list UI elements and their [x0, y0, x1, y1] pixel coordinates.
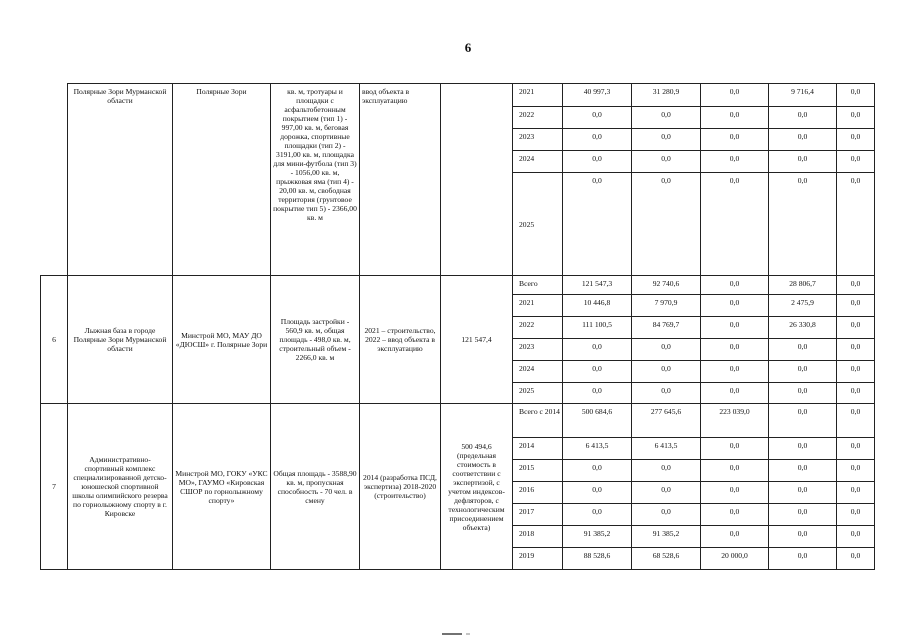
executor-cell: Минстрой МО, ГОКУ «УКС МО», ГАУМО «Кировская СШОР по горнолыжному спорту»: [173, 404, 271, 570]
object-name-cell: Полярные Зори Мурманской области: [68, 84, 173, 276]
value-cell-v4: 0,0: [837, 504, 875, 526]
value-cell-total: 0,0: [563, 460, 632, 482]
value-cell-v4: 0,0: [837, 383, 875, 404]
characteristics-cell: кв. м, тротуары и площадки с асфальтобетонным покрытием (тип 1) - 997,00 кв. м, беговая дорожка, спортивные площадки (тип 2) - 3191,00 кв. м, площадка для мини-футбола (тип 3) - 1056,00 кв. м, прыжковая яма (тип 4) - 20,00 кв. м, свободная территория (грунтовое покрытие тип 5) - 2366,00 кв. м: [271, 84, 360, 276]
year-cell: 2015: [513, 460, 563, 482]
value-cell-v4: 0,0: [837, 339, 875, 361]
value-cell-v3: 0,0: [769, 361, 837, 383]
terms-cell: 2021 – строительство, 2022 – ввод объекта в эксплуатацию: [360, 276, 441, 404]
value-cell-v4: 0,0: [837, 129, 875, 151]
value-cell-v1: 84 769,7: [632, 317, 701, 339]
value-cell-v1: 31 280,9: [632, 84, 701, 107]
value-cell-v1: 91 385,2: [632, 526, 701, 548]
table-row: [41, 404, 875, 438]
value-cell-v3: 0,0: [769, 460, 837, 482]
year-cell: 2023: [513, 339, 563, 361]
value-cell-v4: 0,0: [837, 548, 875, 570]
value-cell-v1: 0,0: [632, 460, 701, 482]
year-cell: 2018: [513, 526, 563, 548]
year-cell: 2017: [513, 504, 563, 526]
value-cell-v4: 0,0: [837, 295, 875, 317]
value-cell-v1: 0,0: [632, 383, 701, 404]
year-cell: 2021: [513, 295, 563, 317]
row-number-cell: [41, 84, 68, 276]
value-cell-v3: 0,0: [769, 383, 837, 404]
value-cell-v3: 0,0: [769, 339, 837, 361]
value-cell-v2: 0,0: [701, 482, 769, 504]
value-cell-v4: 0,0: [837, 276, 875, 295]
value-cell-v2: 0,0: [701, 107, 769, 129]
value-cell-total: 10 446,8: [563, 295, 632, 317]
value-cell-total: 0,0: [563, 129, 632, 151]
year-cell: 2024: [513, 361, 563, 383]
value-cell-v4: 0,0: [837, 482, 875, 504]
value-cell-total: 0,0: [563, 339, 632, 361]
value-cell-v1: 0,0: [632, 107, 701, 129]
value-cell-v3: 0,0: [769, 129, 837, 151]
value-cell-v2: 0,0: [701, 295, 769, 317]
value-cell-v2: 0,0: [701, 317, 769, 339]
value-cell-v1: 0,0: [632, 129, 701, 151]
value-cell-total: 121 547,3: [563, 276, 632, 295]
value-cell-v4: 0,0: [837, 84, 875, 107]
value-cell-v2: 0,0: [701, 129, 769, 151]
year-cell: 2025: [513, 173, 563, 276]
value-cell-v1: 0,0: [632, 173, 701, 276]
page-number: 6: [464, 40, 472, 55]
value-cell-v3: 26 330,8: [769, 317, 837, 339]
year-cell: 2025: [513, 383, 563, 404]
value-cell-total: 111 100,5: [563, 317, 632, 339]
value-cell-v1: 0,0: [632, 151, 701, 173]
value-cell-total: 0,0: [563, 173, 632, 276]
year-cell: 2024: [513, 151, 563, 173]
year-cell: 2019: [513, 548, 563, 570]
cost-cell: [441, 84, 513, 276]
value-cell-v1: 92 740,6: [632, 276, 701, 295]
value-cell-v1: 6 413,5: [632, 438, 701, 460]
value-cell-total: 0,0: [563, 361, 632, 383]
value-cell-total: 91 385,2: [563, 526, 632, 548]
value-cell-v3: 2 475,9: [769, 295, 837, 317]
value-cell-v3: 0,0: [769, 504, 837, 526]
value-cell-v4: 0,0: [837, 460, 875, 482]
value-cell-v2: 0,0: [701, 504, 769, 526]
value-cell-v3: 0,0: [769, 438, 837, 460]
value-cell-v3: 9 716,4: [769, 84, 837, 107]
value-cell-v3: 0,0: [769, 548, 837, 570]
terms-cell: 2014 (разработка ПСД, экспертиза) 2018-2020 (строительство): [360, 404, 441, 570]
value-cell-v1: 0,0: [632, 361, 701, 383]
year-cell: 2022: [513, 317, 563, 339]
value-cell-v4: 0,0: [837, 438, 875, 460]
value-cell-v3: 0,0: [769, 173, 837, 276]
terms-cell: ввод объекта в эксплуатацию: [360, 84, 441, 276]
cost-cell: 500 494,6 (предельная стоимость в соответствии с экспертизой, с учетом индексов-дефляторов, с технологическим присоединением объекта): [441, 404, 513, 570]
year-cell: 2014: [513, 438, 563, 460]
year-cell: 2023: [513, 129, 563, 151]
value-cell-total: 500 684,6: [563, 404, 632, 438]
value-cell-v3: 0,0: [769, 526, 837, 548]
value-cell-v3: 28 806,7: [769, 276, 837, 295]
object-name-cell: Административно-спортивный комплекс специализированной детско-юношеской спортивной школы олимпийского резерва по горнолыжному спорту в г. Кировске: [68, 404, 173, 570]
value-cell-total: 0,0: [563, 482, 632, 504]
value-cell-v2: 0,0: [701, 84, 769, 107]
value-cell-v4: 0,0: [837, 361, 875, 383]
value-cell-total: 40 997,3: [563, 84, 632, 107]
value-cell-v1: 0,0: [632, 339, 701, 361]
value-cell-v4: 0,0: [837, 317, 875, 339]
value-cell-total: 0,0: [563, 151, 632, 173]
value-cell-total: 0,0: [563, 107, 632, 129]
value-cell-v2: 20 000,0: [701, 548, 769, 570]
value-cell-v2: 0,0: [701, 438, 769, 460]
value-cell-total: 0,0: [563, 504, 632, 526]
value-cell-v2: 0,0: [701, 526, 769, 548]
year-cell: 2016: [513, 482, 563, 504]
program-table: [40, 83, 875, 570]
table-row: [41, 84, 875, 107]
value-cell-v2: 223 039,0: [701, 404, 769, 438]
value-cell-v2: 0,0: [701, 151, 769, 173]
characteristics-cell: Площадь застройки - 560,9 кв. м, общая площадь - 498,0 кв. м, строительный объем - 2266,0 кв. м: [271, 276, 360, 404]
year-cell: 2021: [513, 84, 563, 107]
object-name-cell: Лыжная база в городе Полярные Зори Мурманской области: [68, 276, 173, 404]
value-cell-v1: 68 528,6: [632, 548, 701, 570]
value-cell-v3: 0,0: [769, 404, 837, 438]
characteristics-cell: Общая площадь - 3588,90 кв. м, пропускная способность - 70 чел. в смену: [271, 404, 360, 570]
executor-cell: Минстрой МО, МАУ ДО «ДЮСШ» г. Полярные Зори: [173, 276, 271, 404]
value-cell-v3: 0,0: [769, 107, 837, 129]
value-cell-v4: 0,0: [837, 404, 875, 438]
value-cell-v3: 0,0: [769, 151, 837, 173]
executor-cell: Полярные Зори: [173, 84, 271, 276]
value-cell-v2: 0,0: [701, 276, 769, 295]
value-cell-v2: 0,0: [701, 339, 769, 361]
value-cell-total: 88 528,6: [563, 548, 632, 570]
year-cell: Всего: [513, 276, 563, 295]
row-number-cell: 7: [41, 404, 68, 570]
value-cell-v4: 0,0: [837, 107, 875, 129]
cost-cell: 121 547,4: [441, 276, 513, 404]
row-number-cell: 6: [41, 276, 68, 404]
value-cell-v2: 0,0: [701, 460, 769, 482]
value-cell-v3: 0,0: [769, 482, 837, 504]
value-cell-v1: 0,0: [632, 482, 701, 504]
year-cell: Всего с 2014: [513, 404, 563, 438]
value-cell-v1: 7 970,9: [632, 295, 701, 317]
value-cell-v4: 0,0: [837, 526, 875, 548]
value-cell-v2: 0,0: [701, 361, 769, 383]
value-cell-v1: 277 645,6: [632, 404, 701, 438]
value-cell-v4: 0,0: [837, 173, 875, 276]
value-cell-v2: 0,0: [701, 383, 769, 404]
table-row: [41, 276, 875, 295]
value-cell-v2: 0,0: [701, 173, 769, 276]
value-cell-v1: 0,0: [632, 504, 701, 526]
footer-mark: [440, 632, 480, 636]
value-cell-total: 6 413,5: [563, 438, 632, 460]
year-cell: 2022: [513, 107, 563, 129]
value-cell-total: 0,0: [563, 383, 632, 404]
value-cell-v4: 0,0: [837, 151, 875, 173]
